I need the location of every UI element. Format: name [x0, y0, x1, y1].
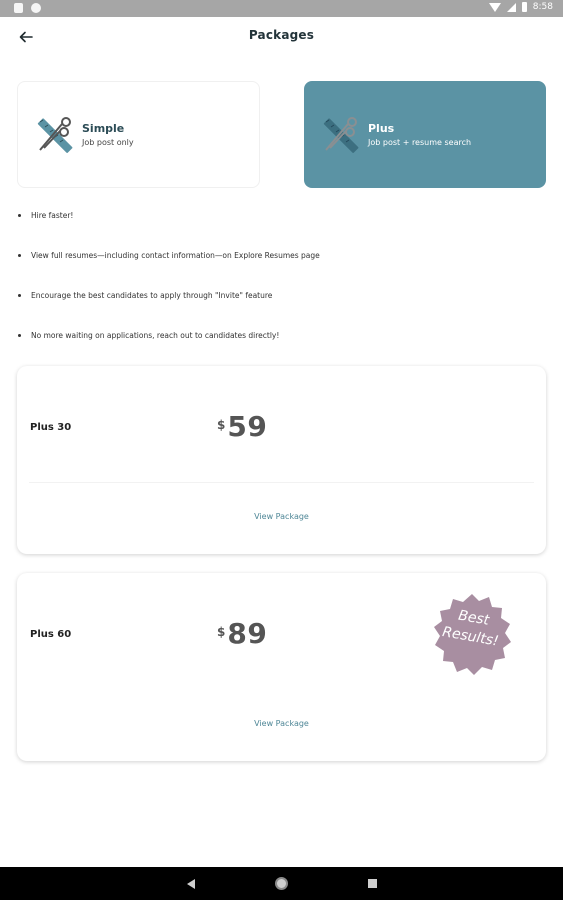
- package-name: Simple: [82, 122, 125, 135]
- package-card-simple[interactable]: [17, 81, 260, 188]
- status-indicators: [489, 2, 553, 12]
- price-amount: 59: [227, 410, 268, 443]
- plan-card-plus-30: [17, 366, 546, 554]
- wifi-icon: [489, 3, 501, 12]
- nav-recents-icon[interactable]: [368, 879, 377, 888]
- package-description: Job post + resume search: [368, 138, 472, 147]
- scissors-ruler-icon: [28, 110, 78, 160]
- nav-back-icon[interactable]: [187, 879, 195, 889]
- nav-home-icon[interactable]: [275, 877, 288, 890]
- plan-price: [217, 617, 267, 650]
- view-package-link[interactable]: View Package: [254, 512, 309, 521]
- signal-icon: [507, 3, 516, 12]
- package-card-plus[interactable]: [304, 81, 546, 188]
- price-amount: 89: [227, 617, 268, 650]
- best-results-badge: Best Results!: [441, 607, 500, 650]
- sync-icon: [31, 3, 41, 13]
- feature-list: [17, 210, 547, 370]
- package-description: Job post only: [82, 138, 134, 147]
- price-currency: $: [217, 625, 226, 639]
- notification-icon: [14, 3, 23, 13]
- page-title: Packages: [248, 28, 315, 42]
- package-name: Plus: [368, 122, 395, 135]
- app-header: [0, 17, 563, 57]
- status-bar: [0, 0, 563, 17]
- feature-item: Encourage the best candidates to apply through "Invite" feature: [17, 290, 547, 330]
- view-package-link[interactable]: View Package: [254, 719, 309, 728]
- system-nav-bar: [0, 867, 563, 900]
- status-time: 8:58: [532, 2, 553, 12]
- package-text-simple: [82, 122, 134, 147]
- plan-name: Plus 60: [30, 629, 72, 640]
- battery-icon: [522, 2, 527, 12]
- scissors-ruler-icon: [314, 110, 364, 160]
- package-text-plus: [368, 122, 471, 147]
- plan-card-plus-60: [17, 573, 546, 761]
- plan-price: [217, 410, 267, 443]
- plan-name: Plus 30: [30, 422, 72, 433]
- status-notifications: [14, 3, 41, 13]
- feature-item: View full resumes—including contact information—on Explore Resumes page: [17, 250, 547, 290]
- card-divider: [29, 482, 534, 483]
- feature-item: Hire faster!: [17, 210, 547, 250]
- feature-item: No more waiting on applications, reach out to candidates directly!: [17, 330, 547, 370]
- price-currency: $: [217, 418, 226, 432]
